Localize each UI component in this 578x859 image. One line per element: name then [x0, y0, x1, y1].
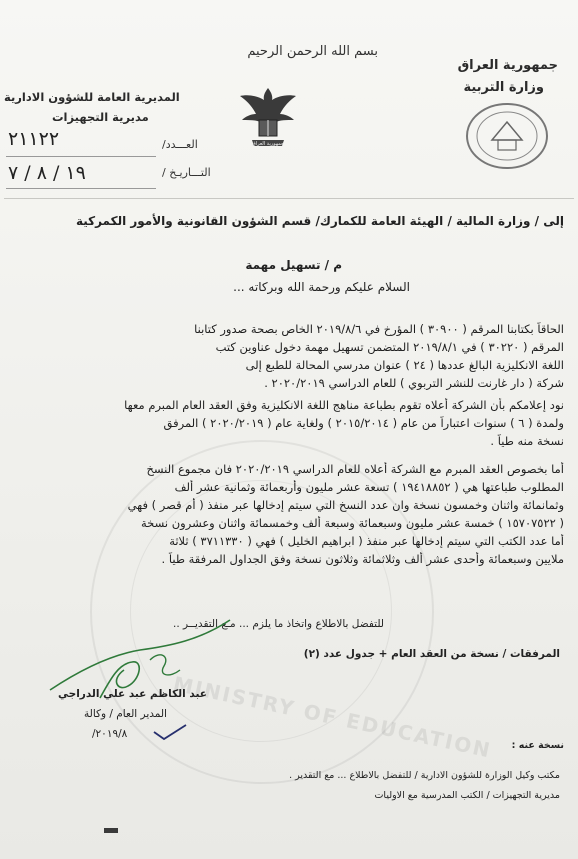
signature-date: ٢٠١٩/٨/ — [92, 728, 128, 740]
paragraph-3-line-3: وثمانمائة واثنان وخمسون نسخة وان عدد النسخ التي سيتم إدخالها عبر منفذ ( أم قصر ) فهي — [127, 498, 564, 512]
paragraph-3-line-5: أما عدد الكتب التي سيتم إدخالها عبر منفذ ( ابراهيم الخليل ) فهي ( ٣٧١١٣٣٠ ) ثلاثة — [169, 534, 564, 548]
header-sub-directorate: مديرية التجهيزات — [52, 110, 149, 124]
basmala: بسم الله الرحمن الرحيم — [247, 44, 378, 59]
signatory-name: عبد الكاظم عبد علي الدراجي — [58, 688, 207, 700]
paragraph-3-line-2: المطلوب طباعتها هي ( ١٩٤١٨٨٥٢ ) تسعة عشر مليون وأربعمائة وثمانية عشر ألف — [174, 480, 564, 494]
greeting-line: السلام عليكم ورحمة الله وبركاته ... — [233, 280, 410, 294]
header-ministry: وزارة التربية — [463, 80, 544, 95]
ministry-seal-logo — [462, 100, 552, 172]
copies-item-2: مديرية التجهيزات / الكتب المدرسية مع الاوليات — [374, 790, 560, 801]
date-label: التـــاريـخ / — [162, 166, 211, 179]
paragraph-1-line-3: اللغة الانكليزية البالغ عددها ( ٢٤ ) عنوان مدرسي المحالة للطبع إلى — [245, 358, 564, 372]
header-country: جمهورية العراق — [457, 58, 558, 73]
closing-line: للتفضل بالاطلاع واتخاذ ما يلزم ... مـع التقديــر .. — [173, 618, 384, 630]
signatory-title: المدير العام / وكالة — [84, 708, 167, 720]
paragraph-3-line-4: ( ١٥٧٠٧٥٢٢ ) خمسة عشر مليون وسبعمائة وسبعة ألف وخمسمائة واثنان وعشرون نسخة — [141, 516, 564, 530]
header-directorate: المديرية العامة للشؤون الادارية — [4, 90, 180, 104]
date-rule — [6, 188, 156, 189]
copies-item-1: مكتب وكيل الوزارة للشؤون الادارية / للتفضل بالاطلاع ... مع التقدير . — [289, 770, 560, 781]
recipient-line: إلى / وزارة المالية / الهيئة العامة للكمارك/ قسم الشؤون القانونية والأمور الكمركية — [75, 214, 564, 228]
paragraph-2-line-1: نود إعلامكم بأن الشركة أعلاه تقوم بطباعة مناهج اللغة الانكليزية وفق العقد العام المبرم معها — [124, 398, 564, 412]
subject-line: م / تسهيل مهمة — [245, 258, 342, 272]
attachments-line: المرفقات / نسخة من العقد العام + جدول عدد (٢) — [303, 648, 560, 660]
checkmark-icon — [150, 722, 190, 742]
paragraph-1-line-1: الحاقاً بكتابنا المرقم ( ٣٠٩٠٠ ) المؤرخ في ٢٠١٩/٨/٦ الخاص بصحة صدور كتابنا — [194, 322, 564, 336]
header-divider — [4, 198, 574, 199]
paragraph-2-line-3: نسخة منه طياً . — [490, 434, 564, 448]
number-value: ٢١١٢٢ — [8, 128, 60, 150]
iraq-eagle-emblem — [232, 84, 304, 148]
paragraph-1-line-2: المرقم ( ٣٠٢٢٠ ) في ٢٠١٩/٨/١ المتضمن تسهيل مهمة دخول عناوين كتب — [215, 340, 564, 354]
paragraph-1-line-4: شركة ( دار غارنت للنشر التربوي ) للعام الدراسي ٢٠٢٠/٢٠١٩ . — [264, 376, 564, 390]
date-value: ١٩ / ٨ / ٧ — [8, 162, 86, 184]
paragraph-3-line-1: أما بخصوص العقد المبرم مع الشركة أعلاه للعام الدراسي ٢٠٢٠/٢٠١٩ فان مجموع النسخ — [146, 462, 564, 476]
ink-mark — [104, 828, 118, 833]
paragraph-3-line-6: ملايين وسبعمائة وأحدى عشر ألف وثلاثمائة وثلاثون نسخة وفق الجداول المرفقة طياً . — [161, 552, 564, 566]
emblem-caption: جمهورية العراق — [251, 141, 285, 147]
watermark-text: MINISTRY OF EDUCATION — [171, 671, 494, 763]
number-rule — [6, 156, 156, 157]
copies-header: نسخة عنه : — [511, 740, 564, 751]
number-label: العـــدد/ — [162, 138, 198, 151]
paragraph-2-line-2: ولمدة ( ٦ ) سنوات اعتباراً من عام ( ٢٠١٥/٢٠١٤ ) ولغاية عام ( ٢٠٢٠/٢٠١٩ ) المرفق — [163, 416, 564, 430]
